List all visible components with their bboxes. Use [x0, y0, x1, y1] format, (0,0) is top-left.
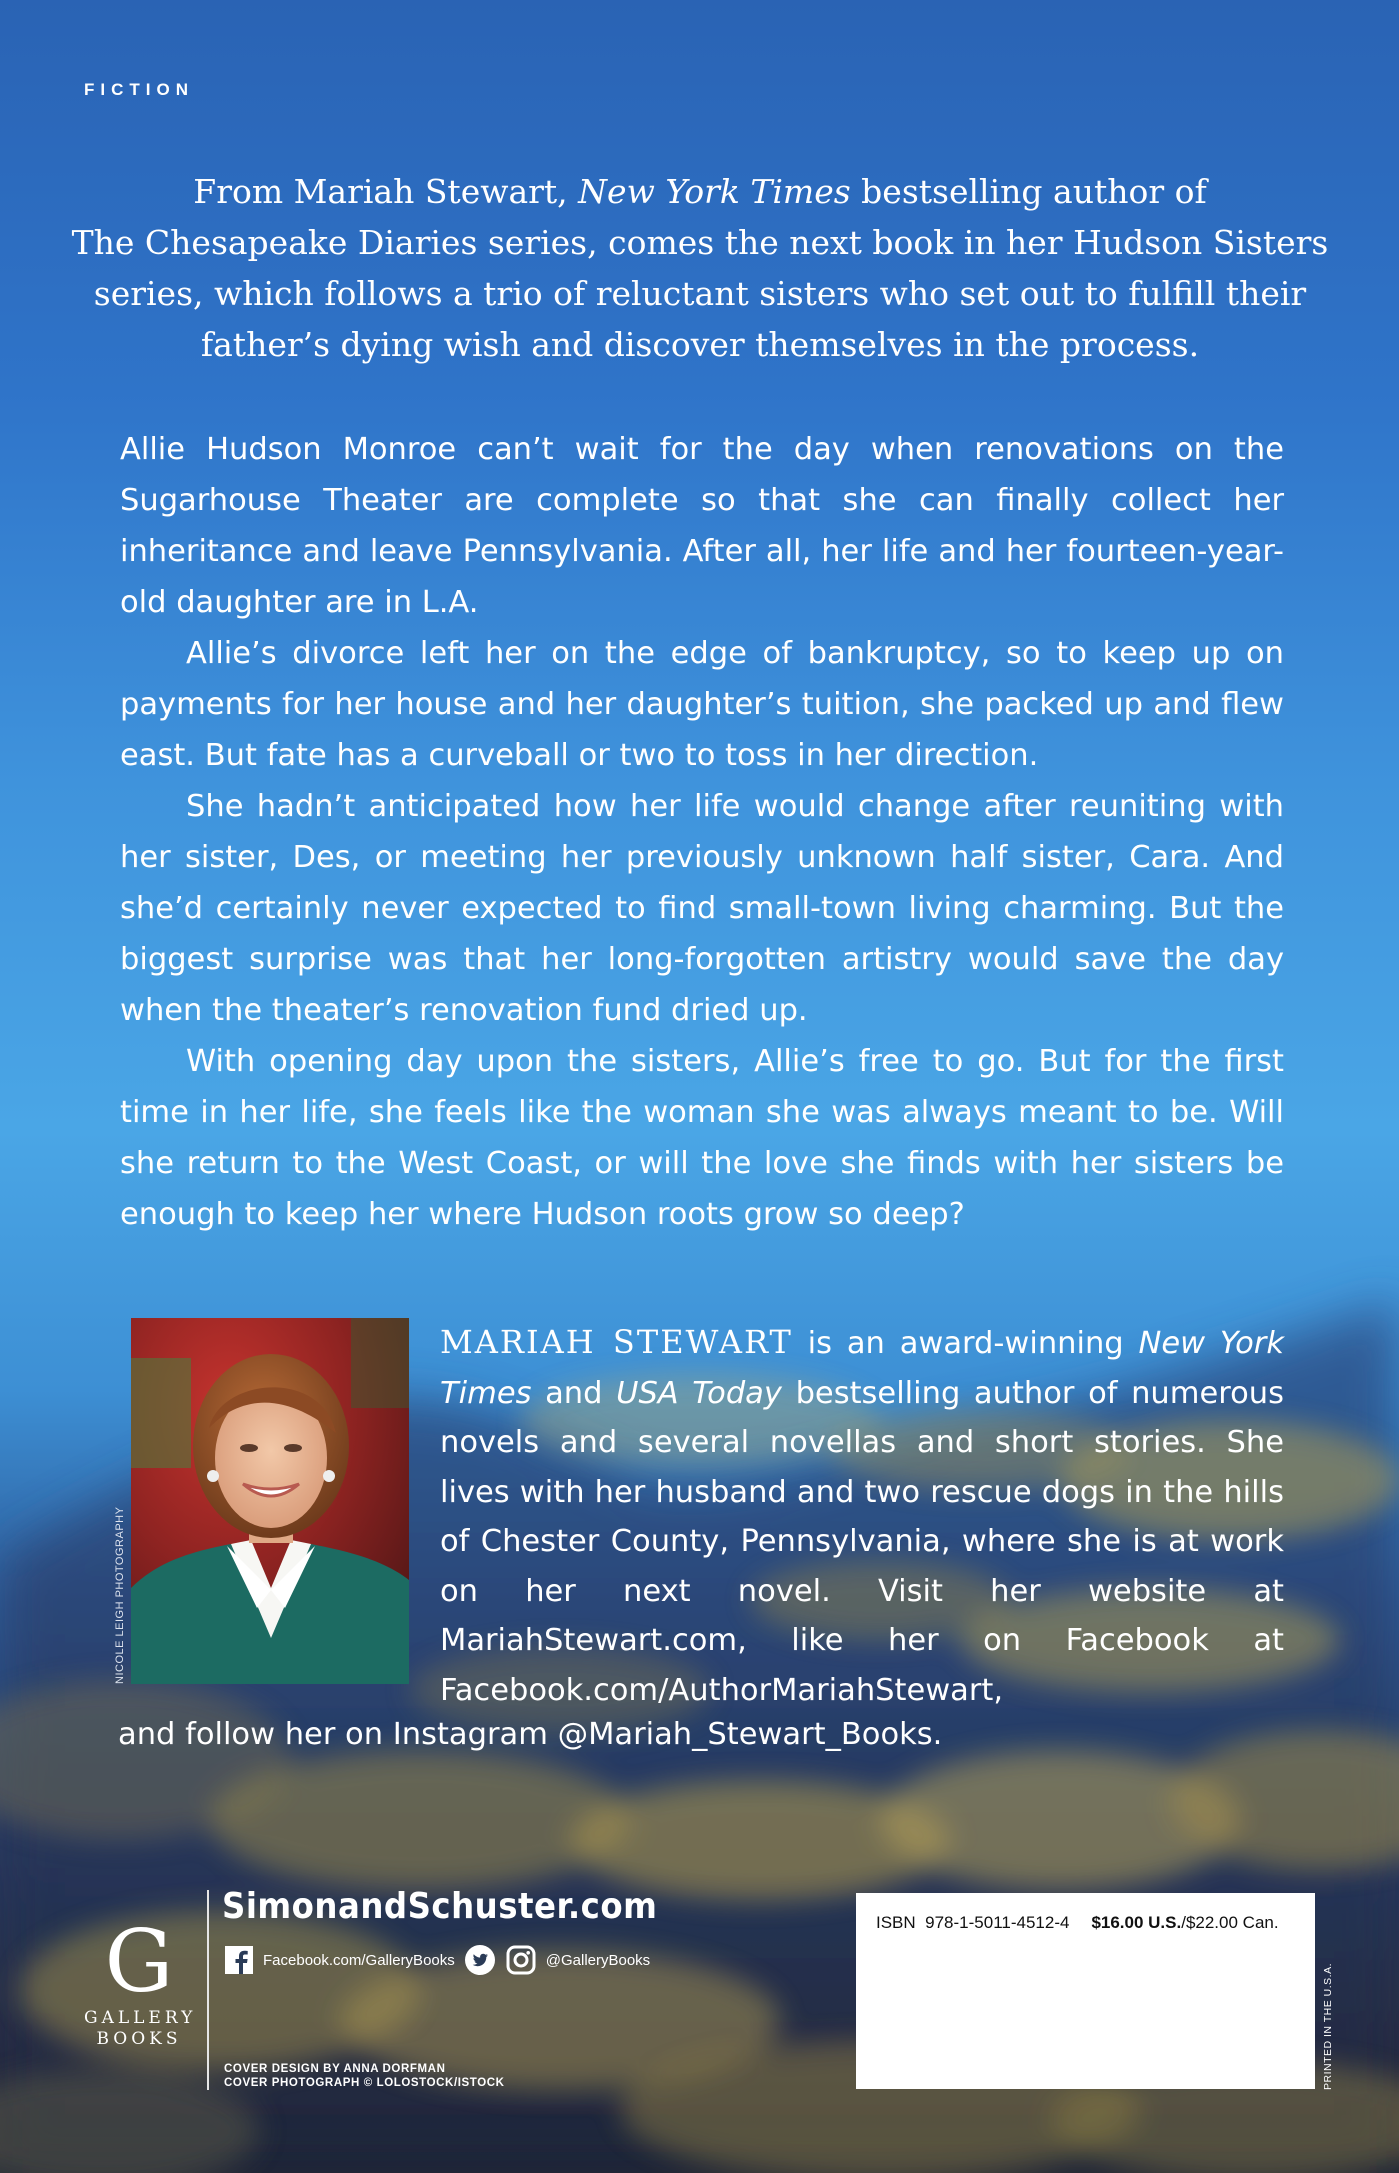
logo-divider	[207, 1890, 209, 2090]
author-bio	[440, 1318, 1284, 1715]
intro-text: From Mariah Stewart,	[193, 172, 579, 211]
price-can: /$22.00 Can.	[1181, 1913, 1279, 1932]
synopsis-paragraph: With opening day upon the sisters, Allie’s free to go. But for the first time in her life, she feels like the woman she was always meant to be. Will she return to the West Coast, or will the love she finds with her sisters be enough to keep her where Hudson roots grow so deep?	[120, 1044, 1284, 1232]
bio-italic: New York Times	[440, 1326, 1284, 1411]
intro-blurb	[60, 166, 1340, 370]
publisher-website: SimonandSchuster.com	[222, 1886, 658, 1927]
isbn-number: 978-1-5011-4512-4	[925, 1913, 1070, 1932]
synopsis-paragraph: Allie Hudson Monroe can’t wait for the day when renovations on the Sugarhouse Theater are complete so that she can finally collect her inheritance and leave Pennsylvania. After all, her life and her fourteen-year-old daughter are in L.A.	[120, 432, 1284, 620]
intro-line-2: The Chesapeake Diaries series, comes the next book in her Hudson Sisters	[71, 223, 1329, 262]
synopsis	[120, 424, 1284, 1240]
logo-letter: G	[104, 1912, 174, 2012]
category-label: FICTION	[84, 80, 194, 99]
cover-design-credit: COVER DESIGN BY ANNA DORFMAN	[224, 2063, 446, 2075]
intro-italic: New York Times	[578, 172, 851, 211]
synopsis-paragraph: She hadn’t anticipated how her life would change after reuniting with her sister, Des, or meeting her previously unknown half sister, Cara. And she’d certainly never expected to find small-town living charming. But the biggest surprise was that her long-forgotten artistry would save the day when the theater’s renovation fund dried up.	[120, 789, 1284, 1028]
bio-text: and	[531, 1375, 617, 1411]
logo-line-1: GALLERY	[84, 2008, 197, 2028]
intro-line-3: series, which follows a trio of reluctant sisters who set out to fulfill their	[93, 274, 1307, 313]
intro-text: bestselling author of	[850, 172, 1207, 211]
facebook-handle: Facebook.com/GalleryBooks	[263, 1951, 455, 1969]
author-portrait	[131, 1318, 409, 1684]
cover-photo-credit: COVER PHOTOGRAPH © LOLOSTOCK/ISTOCK	[224, 2077, 505, 2089]
author-name: MARIAH STEWART	[440, 1323, 793, 1361]
bio-text: is an award-winning	[792, 1326, 1139, 1361]
instagram-handle: @GalleryBooks	[545, 1951, 651, 1969]
bio-italic: USA Today	[616, 1375, 782, 1411]
intro-line-1	[60, 166, 1340, 217]
facebook-icon	[224, 1945, 254, 1975]
gallery-books-logo	[84, 1912, 197, 2050]
printed-in-usa: PRINTED IN THE U.S.A.	[1322, 1963, 1334, 2090]
twitter-icon	[464, 1944, 496, 1976]
instagram-icon	[505, 1944, 537, 1976]
photo-credit: NICOLE LEIGH PHOTOGRAPHY	[114, 1506, 126, 1684]
bio-text: bestselling author of numerous novels and several novellas and short stories. She lives with her husband and two rescue dogs in the hills of Chester County, Pennsylvania, where she is at work on her next novel. Visit her website at MariahStewart.com, like her on Facebook at Facebook.com/AuthorMariahStewart,	[440, 1375, 1284, 1708]
isbn-box	[856, 1893, 1315, 2089]
author-bio-last-line: and follow her on Instagram @Mariah_Stewart_Books.	[118, 1717, 943, 1752]
intro-line-4: father’s dying wish and discover themselves in the process.	[200, 325, 1200, 364]
synopsis-paragraph: Allie’s divorce left her on the edge of bankruptcy, so to keep up on payments for her house and her daughter’s tuition, she packed up and flew east. But fate has a curveball or two to toss in her direction.	[120, 636, 1284, 773]
logo-line-2: BOOKS	[96, 2029, 182, 2049]
cover-credits	[224, 2062, 505, 2090]
isbn-line	[876, 1913, 1279, 1933]
author-photo	[131, 1318, 409, 1684]
isbn-label: ISBN	[876, 1913, 916, 1932]
price-us: $16.00 U.S.	[1091, 1913, 1182, 1932]
social-links	[224, 1942, 650, 1978]
